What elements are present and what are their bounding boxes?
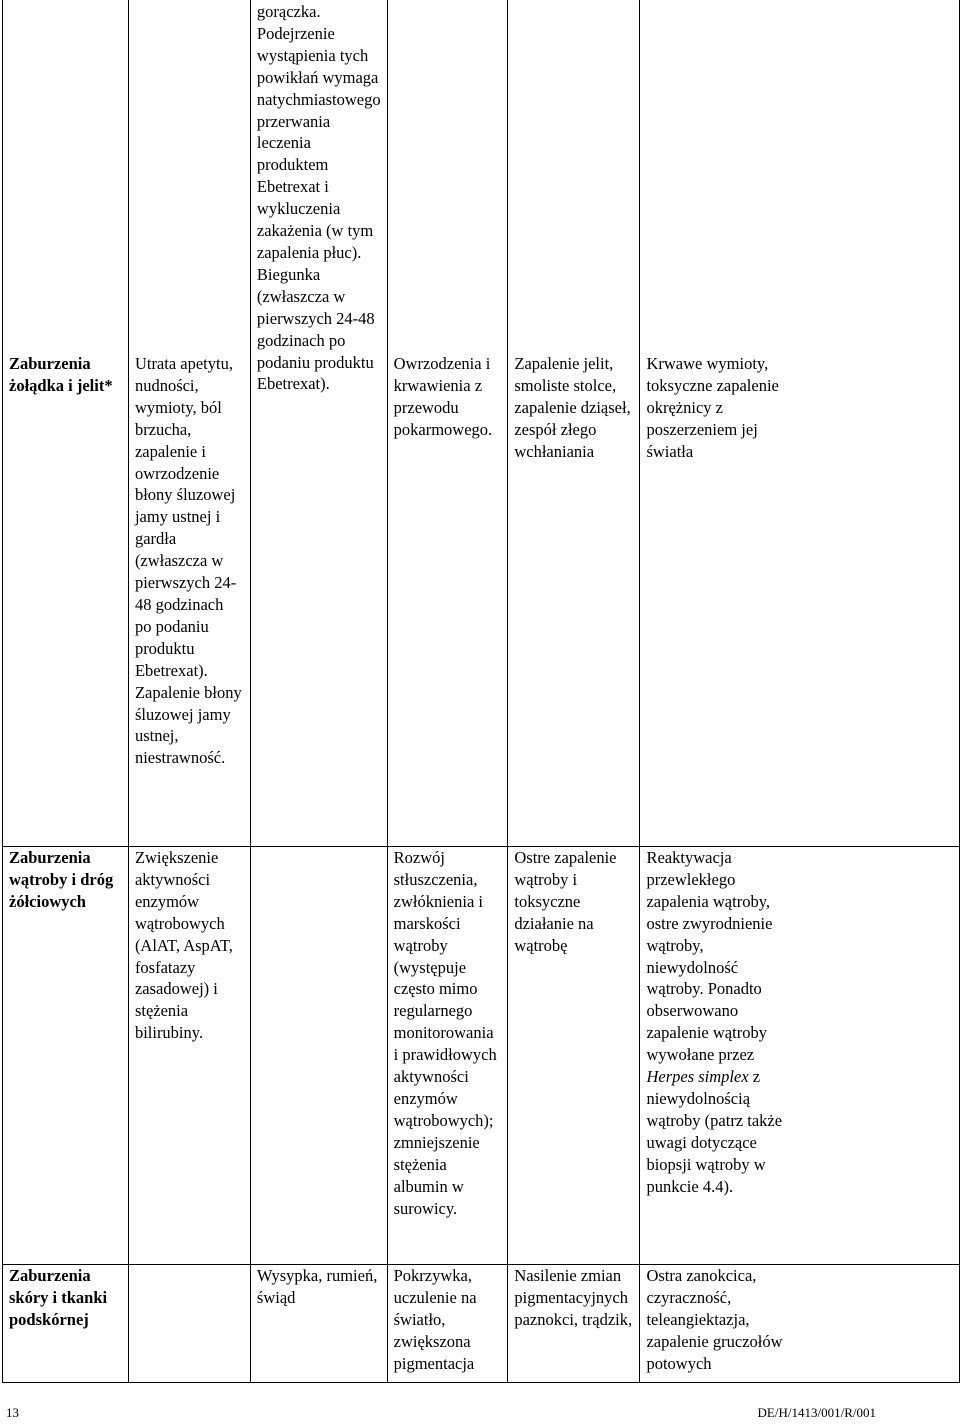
cell-very-rare (640, 0, 960, 847)
cell-text: gorączka. Podejrzenie wystąpienia tych powikłań wymaga natychmiastowego przerwania leczenia produktem Ebetrexat i wykluczenia zakażenia (w tym zapalenia płuc). (256, 2, 381, 262)
document-id: DE/H/1413/001/R/001 (757, 1405, 876, 1420)
cell-uncommon (387, 847, 508, 1265)
cell-text: Zwiększenie aktywności enzymów wątrobowych (AlAT, AspAT, fosfatazy zasadowej) i stężenia bilirubiny. (134, 848, 233, 1043)
cell-text: Biegunka (zwłaszcza w pierwszych 24-48 godzinach po podaniu produktu Ebetrexat). (256, 264, 375, 394)
page-number: 13 (6, 1405, 19, 1420)
cell-text: Nasilenie zmian pigmentacyjnych paznokci, trądzik, (514, 1266, 633, 1329)
row-category (3, 847, 129, 1265)
cell-rare (508, 847, 640, 1265)
adverse-reactions-table (2, 0, 960, 1383)
cell-text: Zapalenie jelit, smoliste stolce, zapalenie dziąseł, zespół złego wchłaniania (514, 354, 631, 461)
cell-very-common (128, 847, 250, 1265)
row-category (3, 0, 129, 847)
row-category (3, 1265, 129, 1383)
cell-very-common (128, 0, 250, 847)
cell-text-italic: Herpes simplex (646, 1067, 749, 1087)
cell-text: Krwawe wymioty, toksyczne zapalenie okrężnicy z poszerzeniem jej światła (646, 354, 779, 461)
cell-common (250, 847, 387, 1265)
cell-text: Rozwój stłuszczenia, zwłóknienia i marskości wątroby (występuje często mimo regularnego monitorowania i prawidłowych aktywności enzymów wątrobowych); zmniejszenie stężenia albumin w surowicy. (393, 848, 497, 1218)
cell-very-rare (640, 1265, 960, 1383)
cell-uncommon (387, 0, 508, 847)
table-row (3, 0, 960, 847)
cell-uncommon (387, 1265, 508, 1383)
cell-text: Utrata apetytu, nudności, wymioty, ból brzucha, zapalenie i owrzodzenie błony śluzowej jamy ustnej i gardła (zwłaszcza w pierwszych 24-48 godzinach po podaniu produktu Ebetrexat). Zapalenie błony śluzowej jamy ustnej, niestrawność. (134, 354, 242, 768)
cell-rare (508, 1265, 640, 1383)
cell-text: Owrzodzenia i krwawienia z przewodu pokarmowego. (393, 354, 493, 439)
cell-text: Ostra zanokcica, czyraczność, teleangiektazja, zapalenie gruczołów potowych (646, 1266, 783, 1373)
table-row (3, 847, 960, 1265)
category-label: Zaburzenia żołądka i jelit* (9, 354, 113, 395)
table-row (3, 1265, 960, 1383)
cell-text: Pokrzywka, uczulenie na światło, zwiększona pigmentacja (393, 1266, 477, 1373)
cell-text: Ostre zapalenie wątroby i toksyczne działanie na wątrobę (514, 848, 617, 955)
cell-text: Reaktywacja przewlekłego zapalenia wątroby, ostre zwyrodnienie wątroby, niewydolność wątroby. Ponadto obserwowano zapalenie wątroby wywołane przez (646, 848, 773, 1065)
cell-very-rare (640, 847, 960, 1265)
cell-text: z niewydolnością wątroby (patrz także uwagi dotyczące biopsji wątroby w punkcie 4.4). (646, 1067, 783, 1196)
category-label: Zaburzenia wątroby i dróg żółciowych (9, 848, 114, 911)
cell-rare (508, 0, 640, 847)
cell-common (250, 0, 387, 847)
category-label: Zaburzenia skóry i tkanki podskórnej (9, 1266, 108, 1329)
cell-text: Wysypka, rumień, świąd (256, 1266, 378, 1307)
cell-common (250, 1265, 387, 1383)
cell-very-common (128, 1265, 250, 1383)
